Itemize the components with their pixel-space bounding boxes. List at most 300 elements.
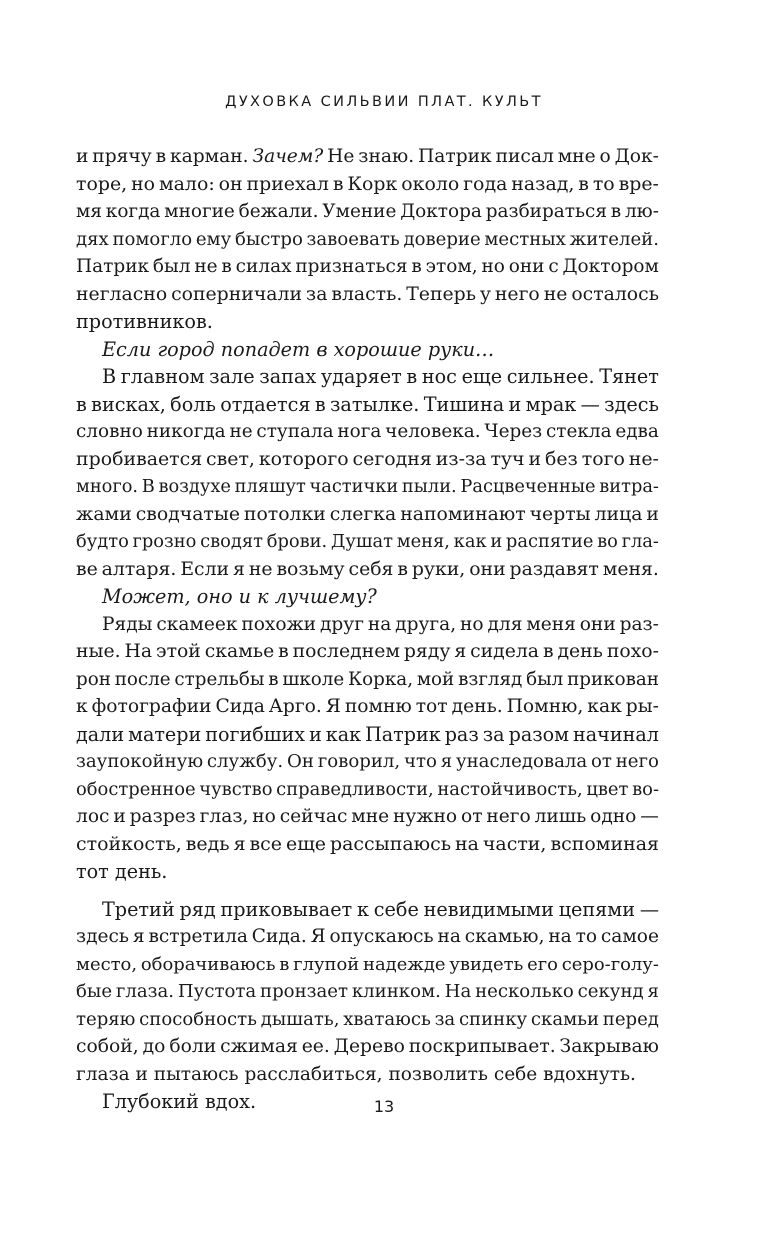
word: вдох. xyxy=(204,1090,257,1113)
word: и xyxy=(528,447,542,470)
word: в xyxy=(316,337,328,361)
word: позволить xyxy=(388,1063,488,1085)
word: то xyxy=(592,172,615,195)
text-line xyxy=(76,528,659,556)
word: то xyxy=(575,926,598,947)
word: но xyxy=(252,806,276,827)
text-line xyxy=(76,666,659,694)
word: у xyxy=(479,283,491,305)
word: мне xyxy=(557,146,596,167)
word: был xyxy=(526,668,564,690)
word: черты xyxy=(529,503,591,525)
text-line xyxy=(76,308,659,336)
word: еще xyxy=(461,365,503,388)
word: цвет xyxy=(586,778,629,800)
word: школе xyxy=(282,668,345,690)
page-number: 13 xyxy=(373,1097,395,1116)
word: Доктором xyxy=(562,256,659,277)
word: руки… xyxy=(427,337,495,361)
word: писал xyxy=(495,146,554,167)
word: я xyxy=(132,926,145,947)
text-line xyxy=(76,556,659,584)
word: нога xyxy=(337,421,382,442)
word: и xyxy=(76,146,89,167)
word: я xyxy=(440,751,453,772)
word: — xyxy=(639,897,659,921)
word: они xyxy=(508,256,545,277)
word: в xyxy=(578,172,589,195)
word: около xyxy=(401,172,460,195)
word: о xyxy=(599,146,611,167)
word: способность xyxy=(139,1008,258,1030)
word: я xyxy=(233,832,246,855)
word: несколько xyxy=(475,981,574,1002)
word: себя xyxy=(348,558,394,580)
text-line xyxy=(76,143,659,171)
word: пытаюсь xyxy=(153,1063,239,1085)
word: опускаюсь xyxy=(329,926,434,947)
word: я xyxy=(454,641,467,662)
word: был xyxy=(152,256,191,277)
word: место, xyxy=(76,953,138,975)
word: справедливости, xyxy=(276,778,434,800)
word: лучшему? xyxy=(274,585,377,608)
word: В xyxy=(102,365,117,388)
word: здесь xyxy=(604,392,659,416)
word: лос xyxy=(76,806,110,827)
word: к xyxy=(76,696,88,717)
word: невидимыми xyxy=(423,897,554,921)
word: Закрываю xyxy=(559,1036,659,1057)
word: хватаюсь xyxy=(343,1008,431,1030)
word: едва xyxy=(615,421,659,442)
word: пронзает xyxy=(260,981,349,1002)
word: отдается xyxy=(220,392,311,416)
running-title: ДУХОВКА СИЛЬВИИ ПЛАТ. КУЛЬТ xyxy=(225,94,543,110)
word: Не xyxy=(327,146,355,167)
word: мя xyxy=(76,201,102,222)
word: надежде xyxy=(363,953,446,975)
word: зале xyxy=(209,365,255,388)
word: витра- xyxy=(599,476,659,497)
word: Тишина xyxy=(423,392,505,416)
word: грозно xyxy=(132,531,197,552)
word: На xyxy=(444,981,472,1002)
word: него xyxy=(615,751,659,772)
text-line xyxy=(76,923,659,951)
word: я xyxy=(233,558,245,580)
word: в xyxy=(411,256,422,277)
word: за xyxy=(482,722,505,746)
word: Если xyxy=(180,558,230,580)
word: разом xyxy=(508,722,570,746)
word: в xyxy=(278,641,289,662)
word: Арго. xyxy=(268,696,322,717)
word: день. xyxy=(114,860,168,883)
word: серо-голу- xyxy=(561,953,659,975)
text-line xyxy=(76,171,659,199)
word: бые xyxy=(76,981,113,1002)
text-line xyxy=(76,281,659,309)
word: лица xyxy=(594,503,643,525)
word: хорошие xyxy=(333,337,422,361)
word: Душат xyxy=(330,531,394,552)
body-text xyxy=(76,143,659,1116)
word: как xyxy=(587,696,622,717)
word: затылке. xyxy=(329,392,420,416)
word: мало: xyxy=(158,172,215,195)
word: чувство xyxy=(199,778,273,800)
word: которого xyxy=(258,447,349,470)
text-line xyxy=(76,1061,659,1089)
word: нужно xyxy=(393,806,458,827)
word: и xyxy=(490,531,503,552)
word: перед xyxy=(602,1008,659,1030)
word: в xyxy=(155,146,167,167)
word: пыли. xyxy=(401,476,457,497)
word: жами xyxy=(76,503,132,525)
word: к xyxy=(356,897,369,921)
word: попадет xyxy=(220,337,311,361)
word: и xyxy=(646,503,659,525)
word: скамьи xyxy=(530,1008,600,1030)
word: оборачиваюсь xyxy=(140,953,276,975)
word: самое xyxy=(600,926,659,947)
word: ры- xyxy=(625,696,659,717)
word: встретила xyxy=(148,926,248,947)
word: матери xyxy=(128,722,202,746)
text-line xyxy=(76,473,659,501)
text-line xyxy=(76,501,659,529)
word: ряду xyxy=(403,641,451,662)
text-line xyxy=(76,418,659,446)
word: ве xyxy=(76,558,98,580)
text-line xyxy=(76,831,659,859)
word: глупой xyxy=(293,953,360,975)
text-line xyxy=(76,391,659,419)
word: жителей. xyxy=(569,228,659,250)
word: словно xyxy=(76,421,143,442)
text-line xyxy=(76,858,659,886)
word: много. xyxy=(76,476,139,497)
word: унаследовала xyxy=(455,751,588,772)
text-line xyxy=(76,226,659,254)
word: Корка, xyxy=(348,668,414,690)
word: похожи xyxy=(241,613,317,635)
word: ударяет xyxy=(320,365,402,388)
word: фотографии xyxy=(91,696,212,717)
word: и xyxy=(309,722,322,746)
text-line xyxy=(76,336,659,364)
word: В xyxy=(141,476,155,497)
word: глаза. xyxy=(115,981,175,1002)
word: и xyxy=(508,392,522,416)
word: город xyxy=(157,337,215,361)
word: спинку xyxy=(458,1008,528,1030)
text-line xyxy=(76,896,659,924)
word: Третий xyxy=(102,897,175,921)
word: сводят xyxy=(200,531,264,552)
word: из-за xyxy=(435,447,487,470)
text-line xyxy=(76,803,659,831)
word: секунд xyxy=(577,981,644,1002)
word: возьму xyxy=(276,558,345,580)
word: клинком. xyxy=(351,981,441,1002)
word: ведь xyxy=(185,832,230,855)
word: распятие xyxy=(505,531,594,552)
text-line xyxy=(76,446,659,474)
word: Дерево xyxy=(333,1036,405,1057)
word: рон xyxy=(76,668,111,690)
word: рассыпаюсь xyxy=(330,832,452,855)
word: цепями xyxy=(558,897,635,921)
word: разбираться xyxy=(485,201,607,222)
word: сидела xyxy=(470,641,540,662)
word: помогло xyxy=(112,228,193,250)
word: мрак xyxy=(525,392,577,416)
word: никогда xyxy=(146,421,226,442)
word: себе xyxy=(493,1063,538,1085)
word: ему xyxy=(195,228,232,250)
word: Ряды xyxy=(102,613,153,635)
word: Может, xyxy=(102,585,191,608)
word: но xyxy=(481,256,505,277)
word: приковывает xyxy=(220,897,353,921)
word: поскрипывает. xyxy=(408,1036,556,1057)
word: осталось xyxy=(571,283,659,305)
word: туч xyxy=(490,447,525,470)
word: быстро xyxy=(234,228,303,250)
word: Пустота xyxy=(177,981,257,1002)
word: здесь xyxy=(76,926,130,947)
word: дышать, xyxy=(260,1008,340,1030)
word: потолки xyxy=(243,503,326,525)
word: нос xyxy=(421,365,457,388)
word: силах xyxy=(235,256,292,277)
word: мне xyxy=(351,806,390,827)
word: себе xyxy=(373,897,419,921)
word: брови. xyxy=(266,531,328,552)
word: Он xyxy=(287,751,314,772)
word: но xyxy=(460,613,484,635)
word: собой, xyxy=(76,1036,139,1057)
word: во- xyxy=(632,778,659,800)
word: сжимая xyxy=(220,1036,298,1057)
word: знаю. xyxy=(358,146,415,167)
word: боль xyxy=(170,392,216,416)
word: говорил, xyxy=(317,751,401,772)
word: доверие xyxy=(403,228,481,250)
word: службу. xyxy=(206,751,284,772)
word: тот xyxy=(76,860,109,883)
word: глаз, xyxy=(199,806,249,827)
word: на xyxy=(367,613,392,635)
word: друга, xyxy=(395,613,457,635)
word: — xyxy=(580,392,600,416)
word: лишь xyxy=(534,806,587,827)
word: он xyxy=(218,172,243,195)
text-line xyxy=(76,951,659,979)
word: карман. xyxy=(169,146,249,167)
word: в xyxy=(332,172,344,195)
word: не xyxy=(229,421,253,442)
word: теряю xyxy=(76,1008,136,1030)
word: Патрик xyxy=(365,722,441,746)
word: на xyxy=(548,926,572,947)
word: они xyxy=(579,613,616,635)
word: Помню, xyxy=(506,696,584,717)
word: раз- xyxy=(619,613,659,635)
word: для xyxy=(487,613,523,635)
word: не xyxy=(194,256,218,277)
word: противников. xyxy=(76,310,213,333)
word: до xyxy=(142,1036,166,1057)
word: вдохнуть. xyxy=(543,1063,636,1085)
word: последнем xyxy=(292,641,400,662)
word: Я xyxy=(325,696,341,717)
word: будто xyxy=(76,531,129,552)
word: с xyxy=(548,256,559,277)
word: лю- xyxy=(624,201,659,222)
word: воздухе xyxy=(158,476,231,497)
word: Расцвеченные xyxy=(460,476,596,497)
word: и xyxy=(135,1063,148,1085)
word: в xyxy=(76,392,87,416)
word: обостренное xyxy=(76,778,196,800)
word: оно xyxy=(196,585,233,608)
word: главном xyxy=(120,365,205,388)
word: власть. xyxy=(331,283,403,305)
text-line xyxy=(76,1006,659,1034)
word: того xyxy=(581,447,625,470)
word: частички xyxy=(309,476,399,497)
text-line xyxy=(76,363,659,391)
word: На xyxy=(124,641,153,662)
word: бежали. xyxy=(238,201,319,222)
word: в xyxy=(610,201,622,222)
word: дях xyxy=(76,228,109,250)
word: прикован xyxy=(567,668,659,690)
text-line xyxy=(76,583,659,611)
word: дали xyxy=(76,722,125,746)
word: приехал xyxy=(246,172,329,195)
word: части, xyxy=(482,832,547,855)
word: Сида xyxy=(215,696,265,717)
word: разрез xyxy=(129,806,196,827)
word: к xyxy=(257,585,269,608)
word: пробивается xyxy=(76,447,203,470)
word: еще xyxy=(285,832,327,855)
word: боли xyxy=(169,1036,217,1057)
word: и xyxy=(113,806,126,827)
word: свет, xyxy=(206,447,255,470)
word: мой xyxy=(416,668,455,690)
word: пляшут xyxy=(234,476,306,497)
word: без xyxy=(544,447,578,470)
word: что xyxy=(403,751,437,772)
word: в xyxy=(314,392,326,416)
word: этом, xyxy=(425,256,478,277)
word: Док- xyxy=(614,146,659,167)
word: ступала xyxy=(256,421,334,442)
word: заупокойную xyxy=(76,751,204,772)
word: назад, xyxy=(511,172,575,195)
word: его xyxy=(527,953,558,975)
word: день. xyxy=(451,696,503,717)
word: взгляд xyxy=(458,668,523,690)
word: скамью, xyxy=(464,926,545,947)
word: стрельбы xyxy=(174,668,265,690)
word: на xyxy=(455,832,479,855)
word: от xyxy=(460,806,483,827)
word: ные. xyxy=(76,641,121,662)
text-line xyxy=(76,1033,659,1061)
word: признаться xyxy=(295,256,408,277)
word: Доктора xyxy=(400,201,482,222)
word: увидеть xyxy=(449,953,524,975)
word: Умение xyxy=(322,201,397,222)
word: похо- xyxy=(606,641,659,662)
word: Корк xyxy=(347,172,398,195)
word: Через xyxy=(484,421,543,442)
word: не- xyxy=(628,447,659,470)
word: как xyxy=(453,531,487,552)
word: — xyxy=(640,806,659,827)
text-line xyxy=(76,721,659,749)
word: в xyxy=(268,668,279,690)
word: раз xyxy=(444,722,479,746)
word: запах xyxy=(259,365,317,388)
word: вре- xyxy=(618,172,659,195)
word: Тянет xyxy=(599,365,659,388)
word: сейчас xyxy=(279,806,348,827)
word: я xyxy=(647,981,659,1002)
word: на xyxy=(437,926,461,947)
word: во xyxy=(597,531,618,552)
word: сильнее. xyxy=(506,365,595,388)
word: после xyxy=(114,668,171,690)
word: тот xyxy=(415,696,448,717)
word: стойкость, xyxy=(76,832,182,855)
word: меня, xyxy=(396,531,450,552)
word: за xyxy=(305,283,328,305)
word: помню xyxy=(344,696,412,717)
word: соперничали xyxy=(171,283,302,305)
text-line xyxy=(76,253,659,281)
word: завоевать xyxy=(306,228,400,250)
text-line xyxy=(76,978,659,1006)
word: слегка xyxy=(329,503,397,525)
word: стекла xyxy=(545,421,612,442)
word: Патрик xyxy=(76,256,150,277)
word: от xyxy=(590,751,612,772)
word: в xyxy=(279,953,290,975)
word: многие xyxy=(164,201,235,222)
word: него xyxy=(486,806,531,827)
word: и xyxy=(238,585,251,608)
word: Глубокий xyxy=(102,1090,199,1113)
word: раздавят xyxy=(509,558,599,580)
word: скамеек xyxy=(156,613,238,635)
word: человека. xyxy=(385,421,481,442)
word: гла- xyxy=(621,531,659,552)
text-line xyxy=(76,198,659,226)
text-line xyxy=(76,776,659,804)
word: как xyxy=(325,722,362,746)
word: напоминают xyxy=(400,503,526,525)
text-line xyxy=(76,693,659,721)
word: сводчатые xyxy=(135,503,240,525)
